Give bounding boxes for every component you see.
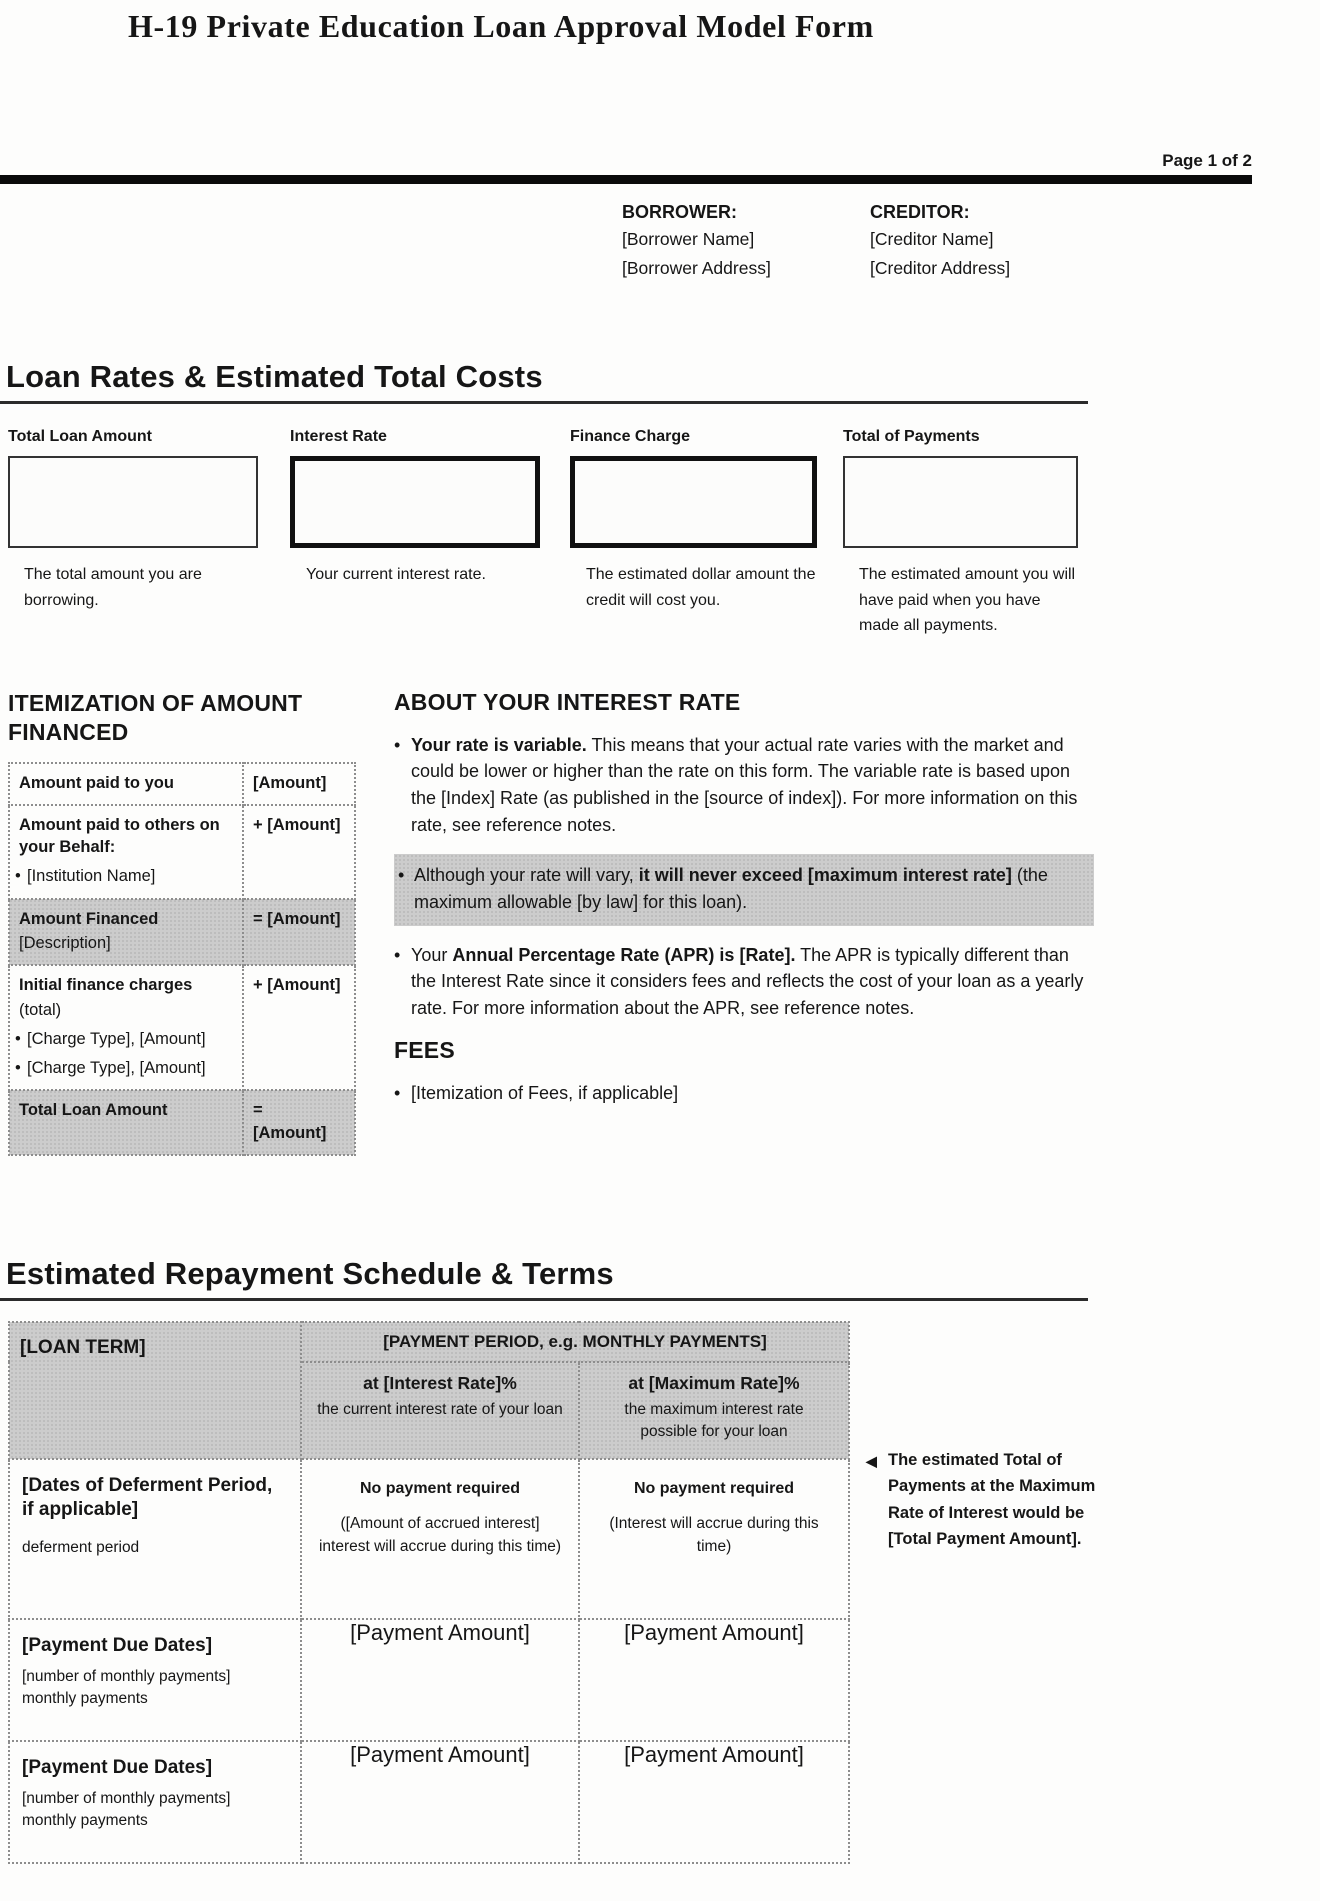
bullet-icon: •: [398, 865, 405, 886]
creditor-block: [870, 202, 1118, 287]
max-rate-pre: Although your rate will vary,: [414, 865, 639, 886]
about-interest-rate-heading: ABOUT YOUR INTEREST RATE: [394, 688, 741, 715]
loan-rates-heading: Loan Rates & Estimated Total Costs: [6, 359, 543, 394]
payment-due-dates: [Payment Due Dates]: [22, 1634, 213, 1656]
payment-count: [number of monthly payments]: [22, 1668, 231, 1686]
row-value-equals: =: [253, 1101, 263, 1120]
creditor-label: CREDITOR:: [870, 202, 970, 222]
max-total-payments-note: [866, 1447, 1098, 1864]
apr-post: The APR is typically different than the Interest Rate since it considers fees and reflects the cost of your loan as a yearly rate. For more information about the APR, see reference notes.: [411, 944, 1084, 1018]
payment-amount: [Payment Amount]: [301, 1619, 579, 1741]
page-number: Page 1 of 2: [1162, 151, 1252, 170]
borrower-label: BORROWER:: [622, 202, 737, 222]
finance-charge-label: Finance Charge: [570, 428, 691, 445]
payment-period-header: [PAYMENT PERIOD, e.g. MONTHLY PAYMENTS]: [301, 1322, 849, 1362]
row-bullet-text: [Charge Type], [Amount]: [27, 1059, 206, 1078]
interest-rate-section: [394, 689, 1094, 1156]
fees-item-text: [Itemization of Fees, if applicable]: [411, 1083, 679, 1104]
row-bullet-text: [Institution Name]: [27, 867, 156, 886]
row-bullet-text: [Charge Type], [Amount]: [27, 1029, 206, 1048]
payment-count: [number of monthly payments]: [22, 1790, 231, 1808]
no-payment-caption: (Interest will accrue during this time): [609, 1514, 819, 1556]
variable-rate-lead: Your rate is variable.: [411, 734, 587, 755]
max-rate-bold: it will never exceed [maximum interest rate]: [638, 865, 1012, 886]
row-bullet-item: [15, 1057, 234, 1079]
row-value: + [Amount]: [243, 805, 355, 899]
creditor-name: [Creditor Name]: [870, 229, 994, 249]
no-payment-required: No payment required: [633, 1479, 795, 1497]
fees-heading: FEES: [394, 1037, 455, 1064]
max-rate-highlight-bullet: [394, 854, 1094, 925]
repayment-header-row: [9, 1322, 849, 1362]
loan-term-header: [LOAN TERM]: [9, 1322, 301, 1459]
row-label: Total Loan Amount: [19, 1101, 168, 1120]
table-row-shaded: [9, 1090, 355, 1155]
itemization-heading: ITEMIZATION OF AMOUNT FINANCED: [8, 689, 303, 746]
fees-bullet: [394, 1080, 1094, 1107]
payment-due-dates: [Payment Due Dates]: [22, 1756, 213, 1778]
row-label: Amount Financed: [19, 909, 159, 928]
interest-rate-description: Your current interest rate.: [306, 566, 486, 583]
bullet-icon: •: [394, 944, 401, 965]
borrower-block: [622, 202, 870, 287]
interest-rate-label: Interest Rate: [290, 428, 387, 445]
row-value: = [Amount]: [243, 899, 355, 966]
bullet-icon: •: [15, 1059, 21, 1078]
row-label: Initial finance charges: [19, 976, 193, 995]
payment-amount: [Payment Amount]: [579, 1619, 849, 1741]
middle-columns: [0, 689, 1320, 1156]
deferment-row: [9, 1459, 849, 1619]
total-loan-amount-label: Total Loan Amount: [8, 428, 152, 445]
repayment-heading: Estimated Repayment Schedule & Terms: [6, 1255, 614, 1291]
bullet-icon: •: [394, 734, 401, 755]
finance-charge-column: [570, 428, 817, 639]
apr-bullet: [394, 942, 1094, 1022]
total-of-payments-description: The estimated amount you will have paid when you have made all payments.: [859, 566, 1076, 635]
max-rate-header: at [Maximum Rate]%: [628, 1372, 800, 1393]
table-row: [9, 965, 355, 1090]
current-rate-caption: the current interest rate of your loan: [317, 1400, 563, 1418]
payment-amount: [Payment Amount]: [579, 1741, 849, 1863]
variable-rate-body: This means that your actual rate varies with the market and could be lower or higher than the rate on this form. The variable rate is based upon the [Index] Rate (as published in the [source of index]). For more information on this rate, see reference notes.: [411, 734, 1078, 835]
table-row: [9, 763, 355, 805]
payment-count-caption: monthly payments: [22, 1690, 148, 1708]
payment-row: [9, 1619, 849, 1741]
parties-block: [622, 202, 1320, 287]
current-rate-header: at [Interest Rate]%: [363, 1372, 517, 1393]
row-sublabel: [Description]: [19, 933, 111, 952]
no-payment-required: No payment required: [359, 1479, 521, 1497]
interest-rate-box: [290, 456, 540, 548]
side-note-text: The estimated Total of Payments at the Maximum Rate of Interest would be [Total Payment Amount].: [888, 1450, 1096, 1549]
loan-rates-boxes: [0, 428, 1320, 639]
row-value-amount: [Amount]: [253, 1123, 327, 1142]
row-label: Amount paid to you: [19, 773, 174, 792]
total-of-payments-column: [843, 428, 1078, 639]
row-label: Amount paid to others on your Behalf:: [19, 815, 220, 857]
variable-rate-bullet: [394, 732, 1094, 839]
deferment-term: [Dates of Deferment Period, if applicable]: [22, 1474, 273, 1521]
total-loan-amount-description: The total amount you are borrowing.: [24, 566, 202, 609]
bullet-icon: •: [394, 1083, 401, 1104]
max-rate-post: (the maximum allowable [by law] for this loan).: [414, 865, 1048, 912]
deferment-term-caption: deferment period: [22, 1539, 140, 1557]
borrower-address: [Borrower Address]: [622, 258, 771, 278]
total-loan-amount-column: [8, 428, 258, 639]
total-of-payments-label: Total of Payments: [843, 428, 980, 445]
payment-row: [9, 1741, 849, 1863]
creditor-address: [Creditor Address]: [870, 258, 1011, 278]
finance-charge-box: [570, 456, 817, 548]
interest-rate-column: [290, 428, 540, 639]
row-value: + [Amount]: [243, 965, 355, 1090]
repayment-table: [8, 1321, 850, 1864]
finance-charge-description: The estimated dollar amount the credit will cost you.: [586, 566, 816, 609]
itemization-section: [8, 689, 360, 1156]
total-loan-amount-box: [8, 456, 258, 548]
borrower-name: [Borrower Name]: [622, 229, 755, 249]
total-of-payments-box: [843, 456, 1078, 548]
repayment-area: [0, 1321, 1320, 1864]
payment-amount: [Payment Amount]: [301, 1741, 579, 1863]
row-value: [Amount]: [243, 763, 355, 805]
bullet-icon: •: [15, 867, 21, 886]
apr-bold: Annual Percentage Rate (APR) is [Rate].: [452, 944, 796, 965]
left-arrow-icon: ◀: [866, 1452, 877, 1469]
no-payment-caption: ([Amount of accrued interest] interest will accrue during this time): [318, 1514, 562, 1556]
bullet-icon: •: [15, 1029, 21, 1048]
row-bullet-item: [15, 1028, 234, 1050]
apr-pre: Your: [411, 944, 453, 965]
document-title: H-19 Private Education Loan Approval Model Form: [128, 8, 874, 44]
table-row: [9, 805, 355, 899]
payment-count-caption: monthly payments: [22, 1812, 148, 1830]
itemization-table: [8, 762, 356, 1156]
row-sublabel: (total): [19, 1000, 62, 1019]
row-bullet-item: [15, 865, 234, 887]
table-row-shaded: [9, 899, 355, 966]
header-divider-bar: [0, 175, 1252, 184]
repayment-section: [0, 1256, 1088, 1301]
loan-rates-section: [0, 359, 1088, 404]
max-rate-caption: the maximum interest rate possible for your loan: [624, 1400, 804, 1441]
